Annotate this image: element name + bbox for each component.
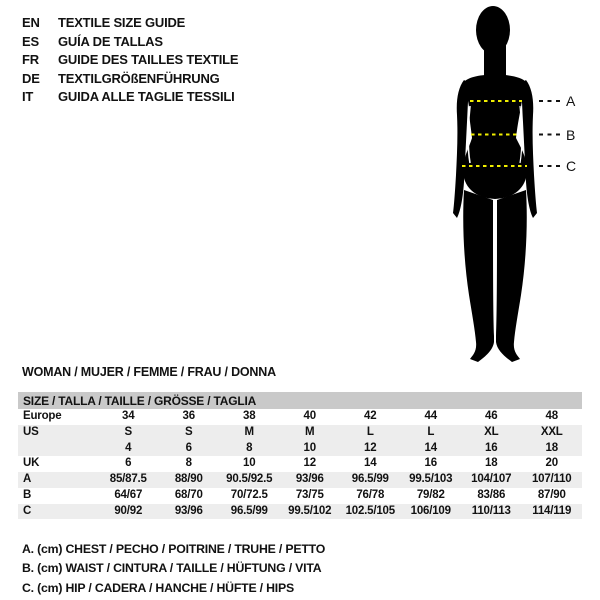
size-cell: 88/90 [174, 473, 203, 485]
size-cell: 96.5/99 [230, 504, 268, 517]
row-label [18, 441, 98, 457]
size-cell: 6 [125, 457, 132, 470]
legend-line-chest: A. (cm) CHEST / PECHO / POITRINE / TRUHE / PETTO [22, 542, 326, 556]
size-cell: 18 [545, 441, 558, 454]
row-label: C [23, 504, 32, 517]
marker-label-c: C [566, 158, 577, 174]
size-cell: 10 [303, 441, 316, 454]
section-title-woman: WOMAN / MUJER / FEMME / FRAU / DONNA [22, 365, 276, 379]
size-cell: 64/67 [114, 488, 143, 501]
size-cell: 20 [545, 457, 558, 470]
language-row-it [22, 88, 238, 107]
row-label: Europe [23, 410, 62, 422]
size-cell: 114/119 [532, 504, 572, 517]
woman-silhouette-icon [400, 0, 600, 368]
language-code: ES [22, 33, 39, 49]
size-cell: 76/78 [356, 488, 385, 501]
table-row [18, 456, 582, 472]
size-cell: 104/107 [471, 473, 512, 485]
size-cell: 83/86 [477, 488, 506, 501]
size-table-body [18, 409, 582, 519]
language-title: GUIDE DES TAILLES TEXTILE [58, 52, 239, 68]
language-row-de [22, 70, 238, 89]
language-code: FR [22, 52, 39, 68]
size-cell: 12 [303, 457, 316, 470]
row-label: B [23, 488, 32, 501]
woman-silhouette-diagram [400, 0, 600, 368]
size-cell: 34 [122, 410, 135, 422]
size-cell: 48 [545, 410, 558, 422]
size-cell: 6 [185, 441, 192, 454]
row-label: US [23, 425, 39, 438]
size-cell: S [124, 425, 132, 438]
language-code: IT [22, 89, 34, 105]
size-cell: 107/110 [531, 473, 572, 485]
legend-line-hip: C. (cm) HIP / CADERA / HANCHE / HÜFTE / HIPS [22, 580, 295, 595]
language-title-list [22, 14, 238, 107]
size-cell: 16 [424, 457, 437, 470]
legend-line-waist: B. (cm) WAIST / CINTURA / TAILLE / HÜFTUNG / VITA [22, 561, 322, 576]
size-cell: 90/92 [114, 504, 143, 517]
language-title: GUIDA ALLE TAGLIE TESSILI [58, 89, 235, 105]
size-cell: 14 [424, 441, 437, 454]
marker-label-b: B [566, 127, 576, 143]
size-cell: 40 [303, 410, 316, 422]
size-cell: 4 [125, 441, 132, 454]
size-cell: 73/75 [295, 488, 324, 501]
table-row [18, 472, 582, 488]
size-cell: 99.5/102 [288, 504, 332, 517]
language-title: TEXTILE SIZE GUIDE [58, 15, 186, 30]
table-header: SIZE / TALLA / TAILLE / GRÖSSE / TAGLIA [18, 392, 582, 409]
language-code: EN [22, 15, 40, 30]
size-cell: 70/72.5 [230, 488, 268, 501]
size-cell: 85/87.5 [109, 473, 147, 485]
size-cell: 87/90 [537, 488, 566, 501]
size-cell: M [244, 425, 254, 438]
row-label: UK [23, 457, 40, 470]
size-cell: 12 [364, 441, 377, 454]
measurement-legend [22, 540, 325, 598]
size-cell: 68/70 [174, 488, 203, 501]
size-cell: 90.5/92.5 [226, 473, 273, 485]
language-title: TEXTILGRÖßENFÜHRUNG [58, 70, 220, 86]
size-cell: 36 [182, 410, 195, 422]
size-cell: L [427, 425, 435, 438]
language-title: GUÍA DE TALLAS [58, 33, 163, 49]
size-cell: 106/109 [410, 504, 451, 517]
table-row [18, 409, 582, 425]
size-cell: 93/96 [174, 504, 203, 517]
table-row [18, 488, 582, 504]
table-row [18, 441, 582, 457]
row-label: A [23, 473, 32, 485]
table-row [18, 425, 582, 441]
size-cell: 42 [364, 410, 377, 422]
size-cell: 10 [243, 457, 256, 470]
size-cell: 8 [185, 457, 192, 470]
size-cell: 110/113 [471, 504, 511, 517]
size-cell: 16 [485, 441, 498, 454]
size-cell: 96.5/99 [351, 473, 389, 485]
size-cell: 102.5/105 [345, 504, 395, 517]
size-cell: 18 [485, 457, 498, 470]
size-cell: L [366, 425, 374, 438]
size-cell: 93/96 [295, 473, 324, 485]
size-cell: 46 [485, 410, 498, 422]
language-row-es [22, 33, 238, 52]
marker-label-a: A [566, 93, 576, 109]
language-row-en [22, 14, 238, 33]
size-cell: 99.5/103 [409, 473, 453, 485]
size-cell: 44 [424, 410, 437, 422]
table-row [18, 504, 582, 520]
size-cell: XL [484, 425, 499, 438]
size-cell: 79/82 [416, 488, 445, 501]
size-cell: 14 [364, 457, 377, 470]
language-code: DE [22, 70, 40, 86]
size-cell: 38 [243, 410, 256, 422]
size-cell: 8 [246, 441, 253, 454]
size-table [18, 392, 582, 519]
language-row-fr [22, 51, 238, 70]
size-cell: M [305, 425, 315, 438]
size-cell: XXL [540, 425, 563, 438]
size-cell: S [185, 425, 193, 438]
table-header-row [18, 392, 582, 409]
